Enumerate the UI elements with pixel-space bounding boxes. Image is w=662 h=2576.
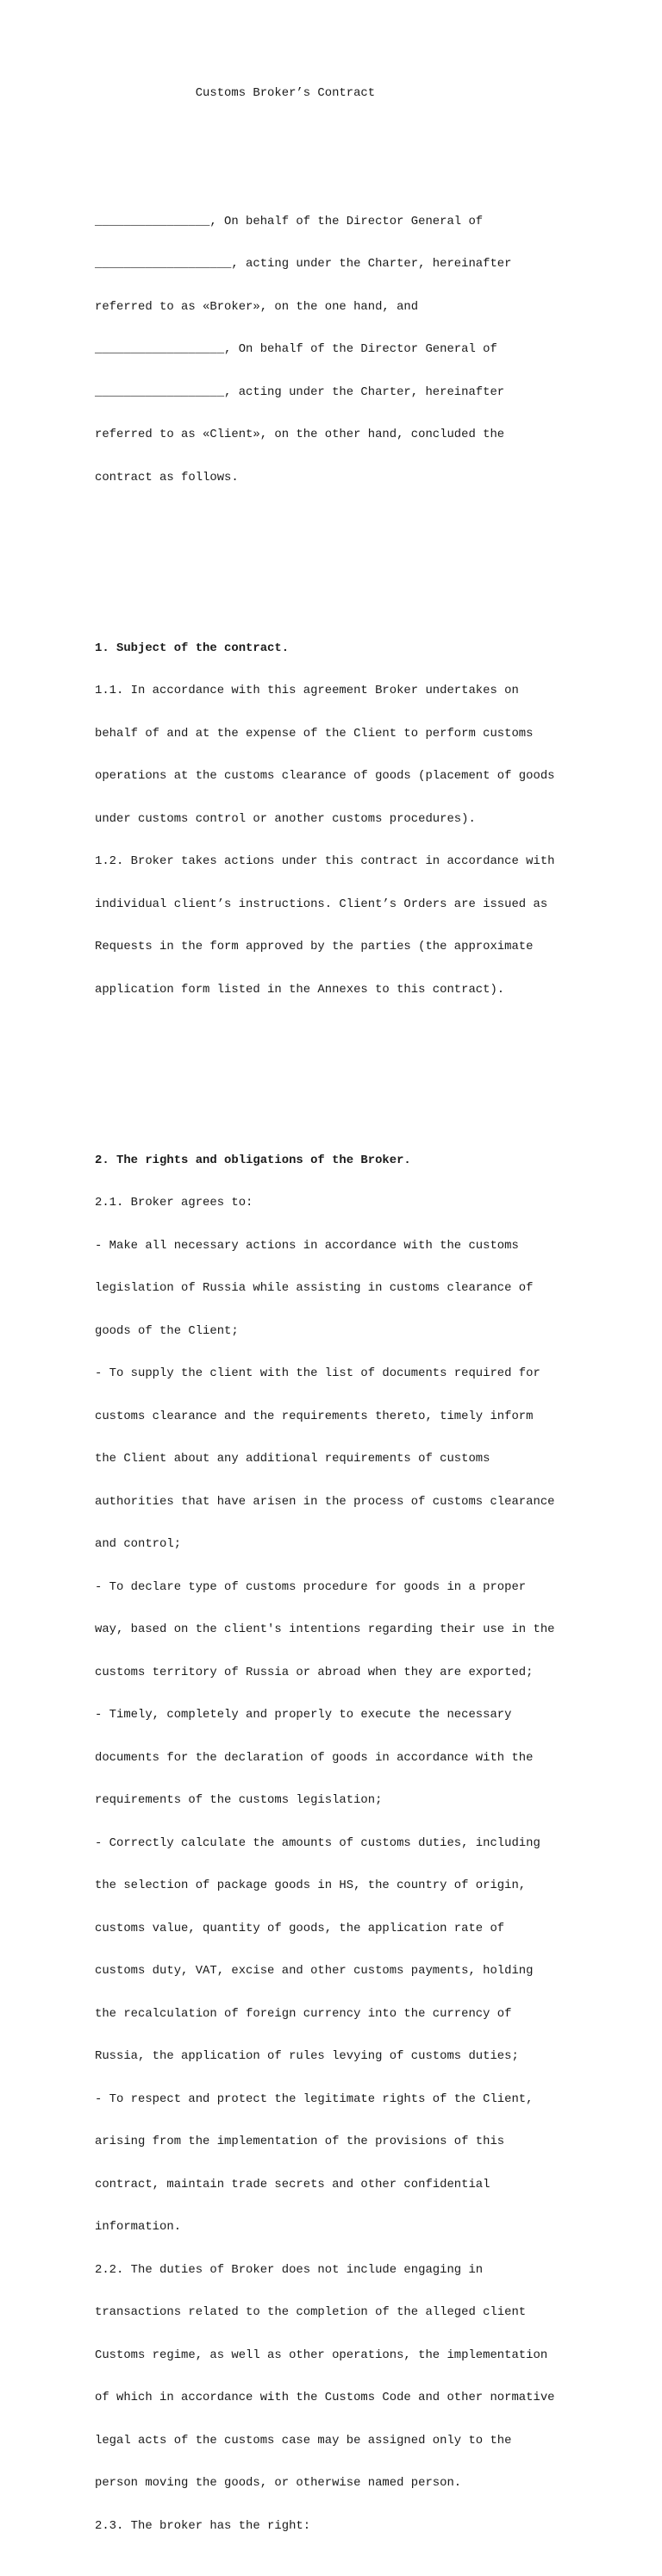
section-line: contract, maintain trade secrets and other confidential	[95, 2177, 490, 2191]
section-line: - To respect and protect the legitimate rights of the Client,	[95, 2091, 534, 2106]
section-line: - Timely, completely and properly to execute the necessary	[95, 1708, 512, 1722]
preamble-line: contract as follows.	[95, 470, 239, 485]
section-line: customs duty, VAT, excise and other customs payments, holding	[95, 1964, 534, 1978]
preamble-line: __________________, On behalf of the Director General of	[95, 342, 497, 356]
section-line: legal acts of the customs case may be assigned only to the	[95, 2433, 512, 2448]
section-line: Customs regime, as well as other operations, the implementation	[95, 2348, 548, 2362]
section-line: 1.1. In accordance with this agreement Broker undertakes on	[95, 684, 519, 697]
section-line: application form listed in the Annexes to this contract).	[95, 982, 505, 997]
section-line: operations at the customs clearance of goods (placement of goods	[95, 769, 555, 783]
section-line: and control;	[95, 1537, 182, 1551]
section-line: the Client about any additional requirements of customs	[95, 1452, 490, 1466]
section-line: Requests in the form approved by the parties (the approximate	[95, 940, 534, 953]
preamble	[95, 186, 646, 514]
section-line: goods of the Client;	[95, 1323, 239, 1338]
section-line: information.	[95, 2220, 182, 2234]
preamble-line: __________________, acting under the Charter, hereinafter	[95, 385, 505, 399]
section-line: requirements of the customs legislation;	[95, 1793, 383, 1807]
section-line: 2.2. The duties of Broker does not include engaging in	[95, 2262, 484, 2277]
section-broker-rights	[95, 1125, 646, 2562]
preamble-line: ________________, On behalf of the Director General of	[95, 214, 484, 228]
section-line: the recalculation of foreign currency into the currency of	[95, 2006, 512, 2021]
section-line: authorities that have arisen in the process of customs clearance	[95, 1494, 555, 1509]
preamble-line: ___________________, acting under the Charter, hereinafter	[95, 257, 512, 271]
section-line: - Correctly calculate the amounts of customs duties, including	[95, 1835, 540, 1850]
section-line: customs value, quantity of goods, the application rate of	[95, 1921, 505, 1935]
section-line: of which in accordance with the Customs Code and other normative	[95, 2391, 555, 2404]
preamble-line: referred to as «Client», on the other hand, concluded the	[95, 428, 505, 441]
section-heading: 2. The rights and obligations of the Broker.	[95, 1153, 411, 1167]
preamble-line: referred to as «Broker», on the one hand, and	[95, 299, 419, 314]
section-line: - To supply the client with the list of documents required for	[95, 1366, 540, 1380]
document-title-text: Customs Broker’s Contract	[195, 86, 376, 100]
section-line: 2.1. Broker agrees to:	[95, 1196, 253, 1210]
section-line: documents for the declaration of goods in accordance with the	[95, 1750, 534, 1765]
section-line: under customs control or another customs procedures).	[95, 811, 476, 826]
document-title	[95, 86, 646, 101]
section-line: transactions related to the completion of the alleged client	[95, 2305, 527, 2319]
section-line: Russia, the application of rules levying of customs duties;	[95, 2049, 519, 2063]
blank-line	[95, 1068, 646, 1083]
section-line: customs territory of Russia or abroad when they are exported;	[95, 1665, 534, 1679]
section-line: - To declare type of customs procedure for goods in a proper	[95, 1579, 527, 1594]
section-line: behalf of and at the expense of the Client to perform customs	[95, 726, 534, 741]
section-line: individual client’s instructions. Client’s Orders are issued as	[95, 897, 548, 911]
section-line: customs clearance and the requirements thereto, timely inform	[95, 1409, 534, 1423]
blank-line	[95, 556, 646, 571]
section-line: the selection of package goods in HS, the country of origin,	[95, 1879, 527, 1892]
section-line: legislation of Russia while assisting in customs clearance of	[95, 1281, 534, 1295]
section-line: 2.3. The broker has the right:	[95, 2518, 311, 2533]
section-line: - Make all necessary actions in accordance with the customs	[95, 1238, 519, 1253]
document-page	[95, 58, 646, 2576]
section-line: way, based on the client's intentions regarding their use in the	[95, 1623, 555, 1636]
section-subject	[95, 613, 646, 1026]
section-line: 1.2. Broker takes actions under this contract in accordance with	[95, 854, 555, 868]
section-line: arising from the implementation of the provisions of this	[95, 2135, 505, 2148]
section-heading: 1. Subject of the contract.	[95, 641, 290, 655]
section-line: person moving the goods, or otherwise named person.	[95, 2476, 462, 2490]
blank-line	[95, 129, 646, 144]
